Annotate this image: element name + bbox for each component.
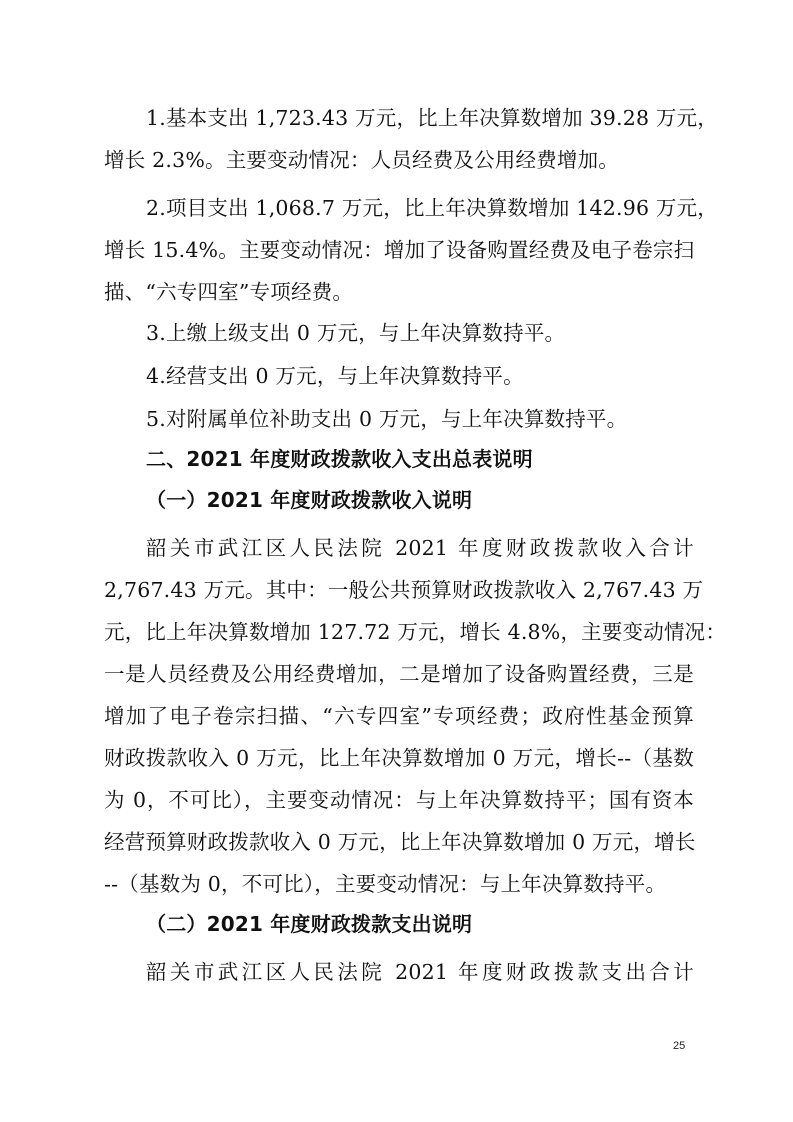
text-line-income-detail-7: 经营预算财政拨款收入 0 万元，比上年决算数增加 0 万元，增长 [104, 830, 696, 854]
text-line-income-total: 韶关市武江区人民法院 2021 年度财政拨款收入合计 [146, 536, 694, 560]
subsection-heading-2: （二）2021 年度财政拨款支出说明 [146, 912, 473, 936]
text-line-project-expenditure: 2.项目支出 1,068.7 万元，比上年决算数增加 142.96 万元， [146, 196, 718, 220]
subsection-heading-1: （一）2021 年度财政拨款收入说明 [146, 488, 473, 512]
text-line-basic-expenditure: 1.基本支出 1,723.43 万元，比上年决算数增加 39.28 万元， [146, 106, 718, 130]
text-line-income-detail-5: 财政拨款收入 0 万元，比上年决算数增加 0 万元，增长--（基数 [104, 746, 694, 770]
text-line-income-detail-4: 增加了电子卷宗扫描、“六专四室”专项经费；政府性基金预算 [104, 704, 694, 728]
text-line-project-expenditure-cont: 描、“六专四室”专项经费。 [104, 280, 354, 304]
text-line-expenditure-total: 韶关市武江区人民法院 2021 年度财政拨款支出合计 [146, 960, 694, 984]
text-line-income-detail-8: --（基数为 0，不可比），主要变动情况：与上年决算数持平。 [104, 872, 667, 896]
text-line-project-expenditure-change: 增长 15.4%。主要变动情况：增加了设备购置经费及电子卷宗扫 [104, 238, 695, 262]
text-line-basic-expenditure-change: 增长 2.3%。主要变动情况：人员经费及公用经费增加。 [104, 148, 619, 172]
text-line-operating-expenditure: 4.经营支出 0 万元，与上年决算数持平。 [146, 364, 524, 388]
text-line-upper-level-expenditure: 3.上缴上级支出 0 万元，与上年决算数持平。 [146, 321, 566, 345]
text-line-subsidy-expenditure: 5.对附属单位补助支出 0 万元，与上年决算数持平。 [146, 407, 628, 431]
page-number: 25 [673, 1040, 686, 1052]
text-line-income-detail-3: 一是人员经费及公用经费增加，二是增加了设备购置经费，三是 [104, 662, 694, 686]
section-heading-2: 二、2021 年度财政拨款收入支出总表说明 [146, 447, 533, 471]
text-line-income-detail-6: 为 0，不可比），主要变动情况：与上年决算数持平；国有资本 [104, 788, 694, 812]
text-line-income-detail-1: 2,767.43 万元。其中：一般公共预算财政拨款收入 2,767.43 万 [104, 578, 704, 602]
text-line-income-detail-2: 元，比上年决算数增加 127.72 万元，增长 4.8%，主要变动情况： [104, 620, 727, 644]
